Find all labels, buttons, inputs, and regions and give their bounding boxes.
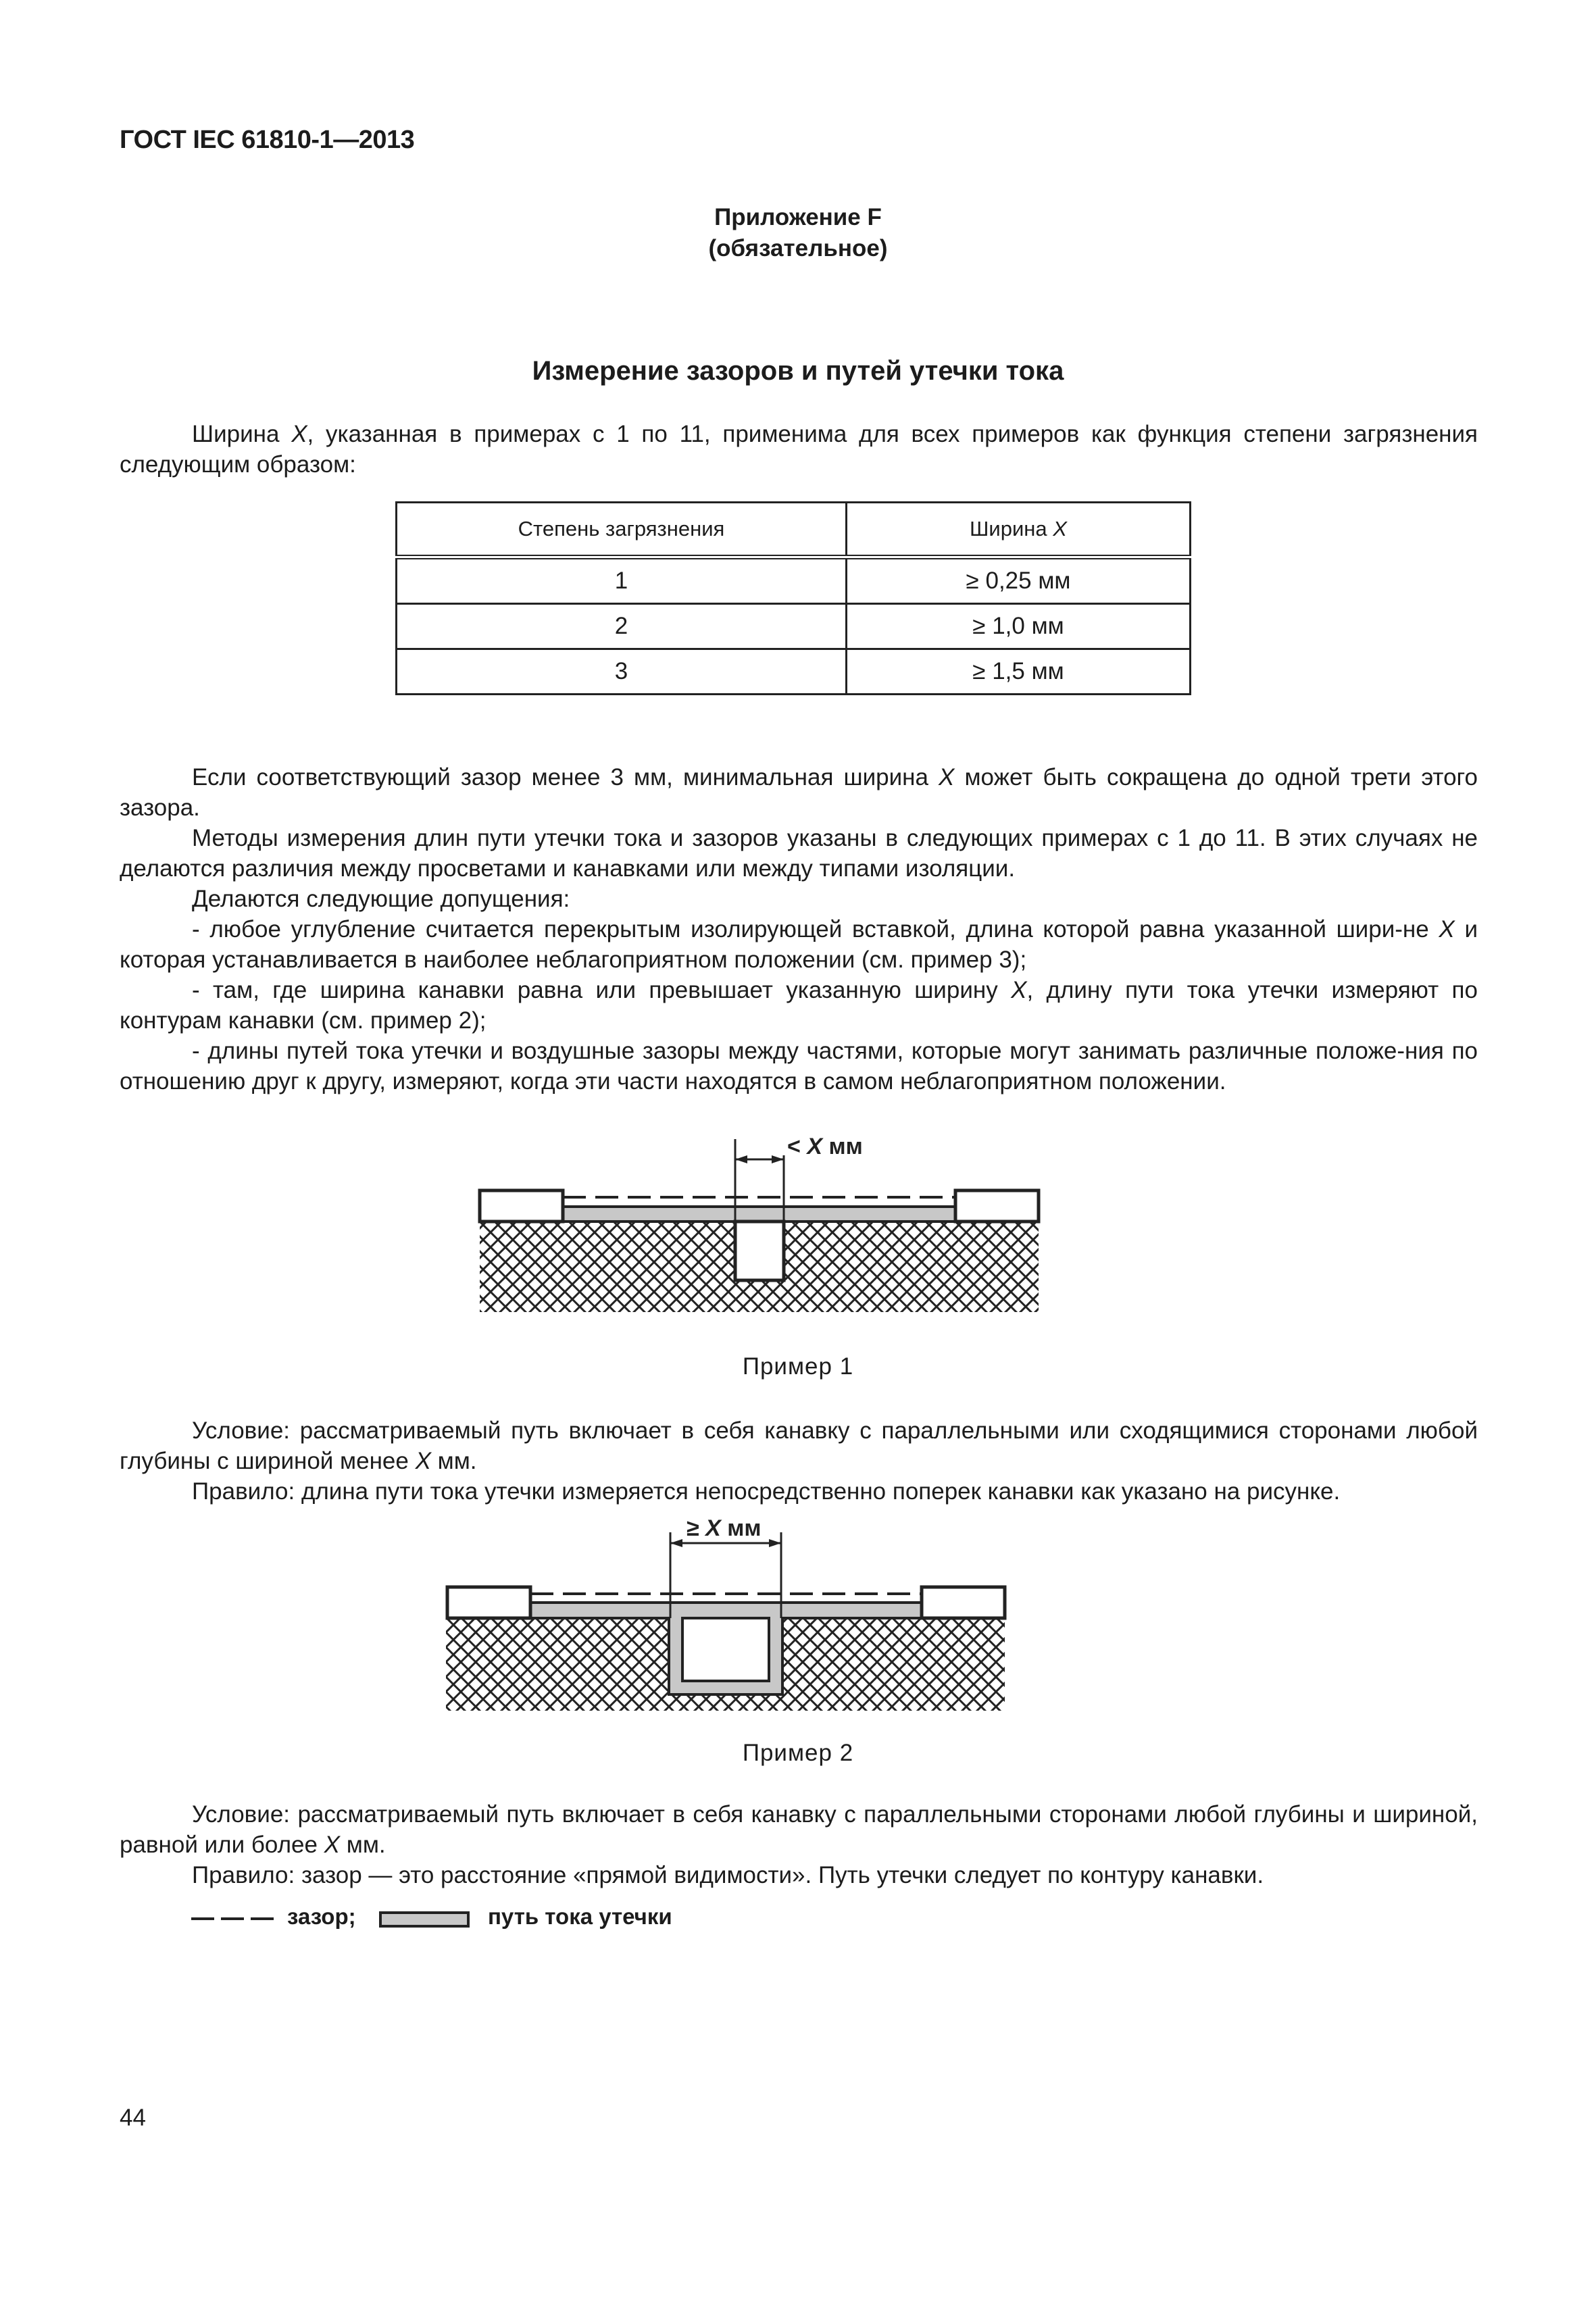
dimension-label: ≥ X мм bbox=[687, 1515, 762, 1541]
paragraph-4: - любое углубление считается перекрытым изолирующей вставкой, длина которой равна указанной шири-не X и которая устанавливается в наиболее неблагоприятном положении (см. пример 3); bbox=[120, 916, 1478, 973]
figure-2-caption: Пример 2 bbox=[742, 1740, 854, 1766]
paragraph-3: Делаются следующие допущения: bbox=[192, 886, 570, 912]
creepage-legend-swatch bbox=[380, 1913, 468, 1926]
conductor-left bbox=[447, 1587, 530, 1618]
legend-clearance-label: зазор; bbox=[287, 1904, 356, 1929]
example-1-text bbox=[120, 1415, 1478, 1507]
cell-width: ≥ 1,0 мм bbox=[847, 604, 1191, 649]
dimension-label: < X мм bbox=[787, 1134, 863, 1159]
paragraph-1: Если соответствующий зазор менее 3 мм, минимальная ширина X может быть сокращена до одной трети этого зазора. bbox=[120, 764, 1478, 821]
paragraph-6: - длины путей тока утечки и воздушные зазоры между частями, которые могут занимать различные положе-ния по отношению друг к другу, измеряют, когда эти части находятся в самом неблагоприятном положении. bbox=[120, 1038, 1478, 1095]
groove bbox=[735, 1222, 784, 1280]
annex-status: (обязательное) bbox=[708, 235, 888, 261]
cell-degree: 1 bbox=[397, 557, 847, 604]
figure-example-1 bbox=[0, 1128, 1596, 1331]
figure-1-caption: Пример 1 bbox=[742, 1353, 854, 1380]
pollution-degree-table bbox=[395, 501, 1191, 695]
creepage-path bbox=[563, 1207, 955, 1222]
figure-example-2 bbox=[0, 1513, 1596, 1716]
legend-creepage-label: путь тока утечки bbox=[488, 1904, 672, 1929]
table-row bbox=[397, 649, 1191, 695]
example-2-rule: Правило: зазор — это расстояние «прямой видимости». Путь утечки следует по контуру канавки. bbox=[192, 1862, 1264, 1888]
page-number: 44 bbox=[120, 2105, 146, 2131]
cell-width: ≥ 1,5 мм bbox=[847, 649, 1191, 695]
cell-degree: 3 bbox=[397, 649, 847, 695]
col-header-degree: Степень загрязнения bbox=[397, 503, 847, 557]
intro-paragraph: Ширина X, указанная в примерах с 1 по 11, применима для всех примеров как функция степени загрязнения следующим образом: bbox=[120, 421, 1478, 478]
conductor-right bbox=[922, 1587, 1005, 1618]
example-1-condition: Условие: рассматриваемый путь включает в себя канавку с параллельными или сходящимися сторонами любой глубины с шириной менее X мм. bbox=[120, 1417, 1478, 1474]
paragraph-5: - там, где ширина канавки равна или превышает указанную ширину X, длину пути тока утечки измеряют по контурам канавки (см. пример 2); bbox=[120, 977, 1478, 1034]
example-2-text bbox=[120, 1799, 1478, 1890]
conductor-left bbox=[480, 1190, 563, 1222]
cell-width: ≥ 0,25 мм bbox=[847, 557, 1191, 604]
example-1-rule: Правило: длина пути тока утечки измеряется непосредственно поперек канавки как указано на рисунке. bbox=[192, 1478, 1341, 1505]
section-title: Измерение зазоров и путей утечки тока bbox=[532, 356, 1064, 386]
example-2-condition: Условие: рассматриваемый путь включает в себя канавку с параллельными сторонами любой глубины и шириной, равной или более X мм. bbox=[120, 1801, 1478, 1858]
groove bbox=[682, 1618, 769, 1681]
table-row bbox=[397, 557, 1191, 604]
cell-degree: 2 bbox=[397, 604, 847, 649]
standard-header: ГОСТ IEC 61810-1—2013 bbox=[120, 126, 415, 154]
col-header-width: Ширина X bbox=[847, 503, 1191, 557]
table-header-row bbox=[397, 503, 1191, 557]
table-row bbox=[397, 604, 1191, 649]
paragraph-2: Методы измерения длин пути утечки тока и зазоров указаны в следующих примерах с 1 до 11. В этих случаях не делаются различия между просветами и канавками или между типами изоляции. bbox=[120, 825, 1478, 882]
conductor-right bbox=[955, 1190, 1039, 1222]
annex-title: Приложение F bbox=[714, 204, 882, 230]
body-text bbox=[120, 762, 1478, 1097]
